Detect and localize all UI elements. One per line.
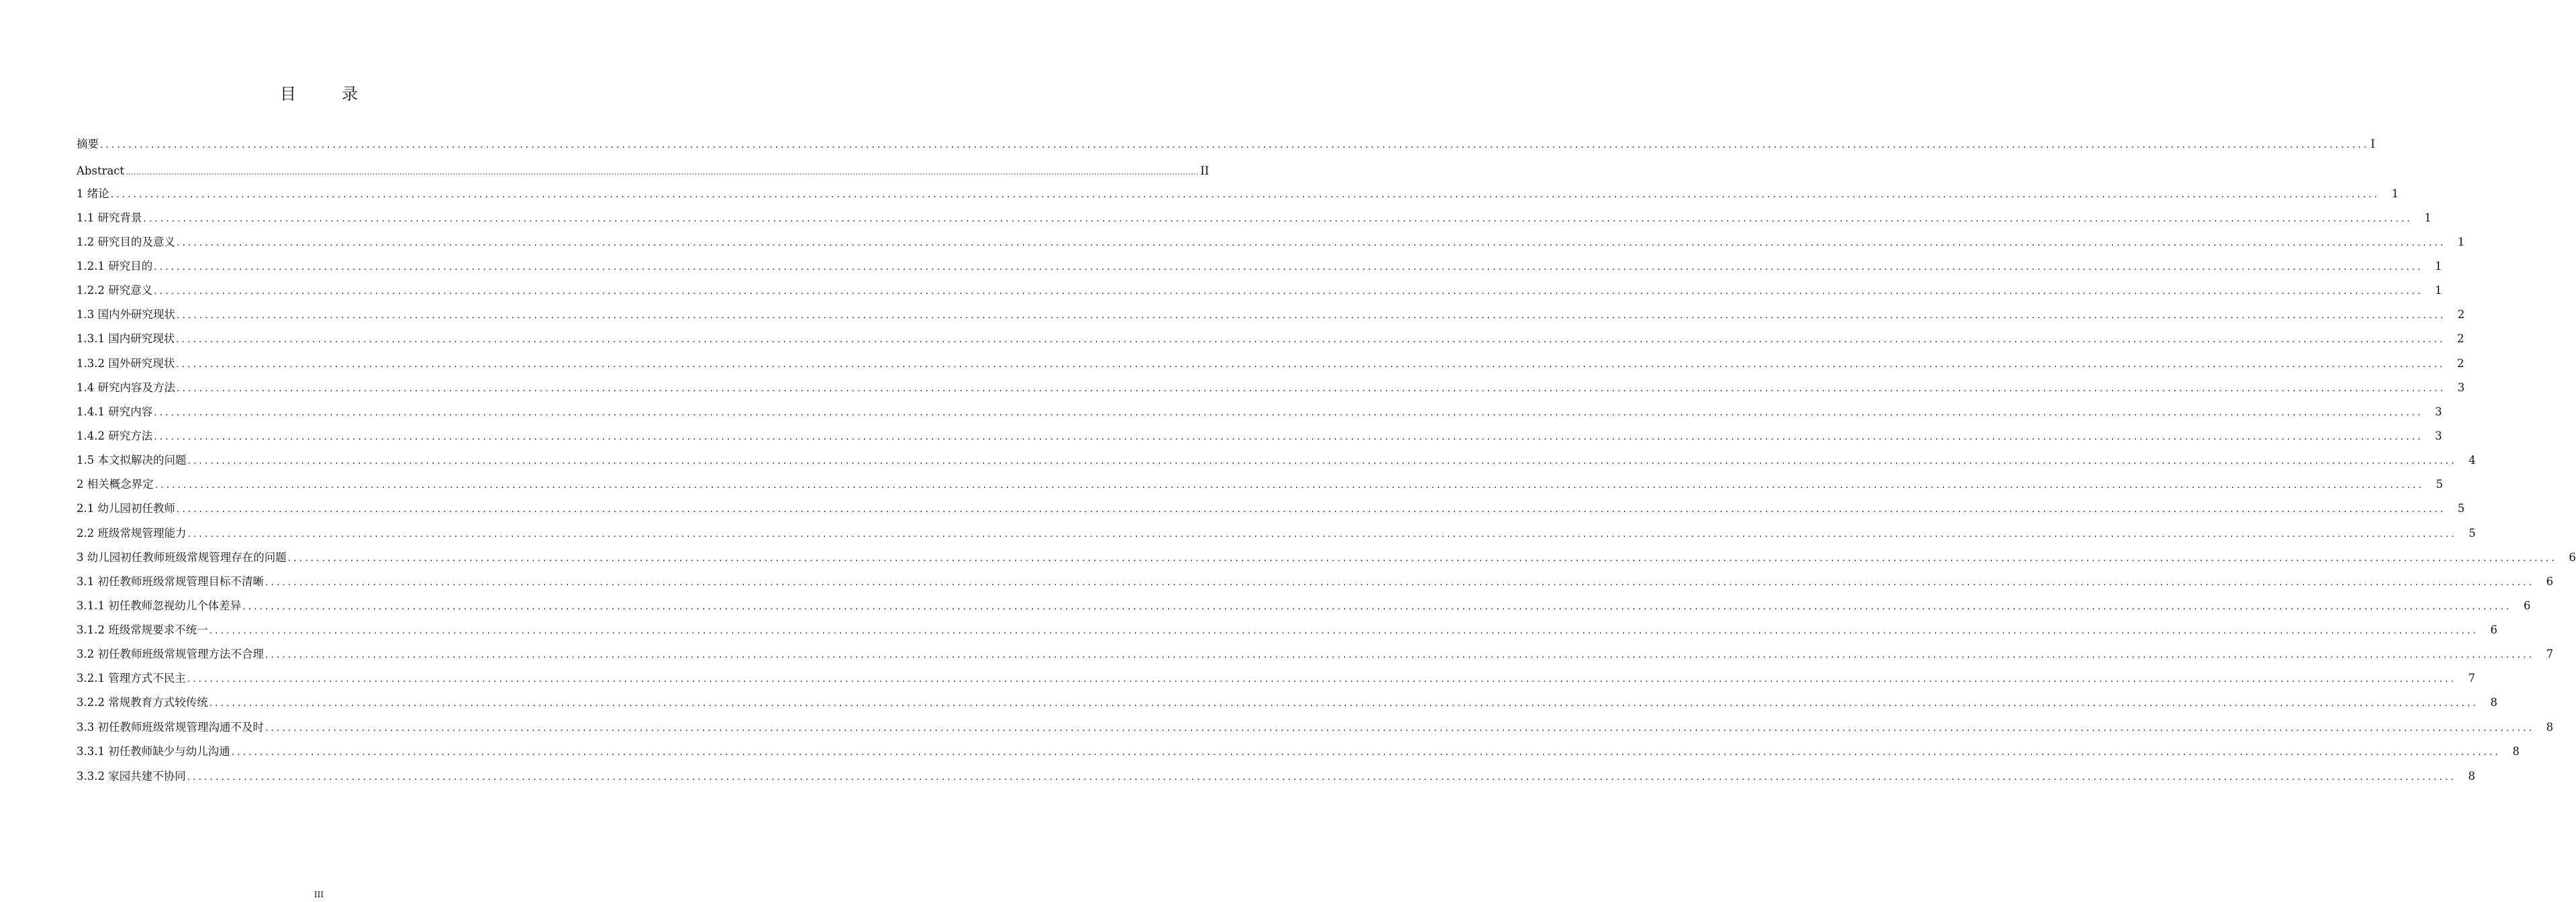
toc-entry-page: 1 [2424, 211, 2432, 224]
toc-leader-dots: ................................................................................................................................................................................................................................................................................................................................................................................................................ [187, 456, 2457, 466]
page-title: 目 录 [280, 85, 373, 103]
toc-entry-label: 3.1.1 初任教师忽视幼儿个体差异 [77, 599, 242, 612]
toc-entry-page: 6 [2523, 599, 2531, 612]
toc-entry-page: 1 [2434, 284, 2442, 297]
toc-leader-dots: ................................................................................................................................................................................................................................................................................................................................................................................................................ [177, 504, 2446, 515]
toc-leader-dots: ................................................................................................................................................................................................................................................................................................................................................................................................................ [100, 140, 2370, 150]
toc-entry-page: 7 [2546, 648, 2554, 660]
toc-leader-dots: ................................................................................................................................................................................................................................................................................................................................................................................................................ [265, 577, 2535, 588]
toc-entry-page: 8 [2512, 745, 2520, 758]
toc-leader-dots: ................................................................................................................................................................................................................................................................................................................................................................................................................ [154, 480, 2424, 491]
toc-entry-page: 5 [2436, 478, 2443, 491]
toc-leader-dots: ................................................................................................................................................................................................................................................................................................................................................................................................................ [177, 310, 2446, 321]
toc-entry[interactable] [77, 211, 2432, 225]
toc-entry-label: 1.2 研究目的及意义 [77, 236, 175, 248]
toc-leader-dots: ................................................................................................................................................................................................................................................................................................................................................................................................................ [242, 601, 2512, 612]
toc-leader-dots: ................................................................................................................................................................................................................................................................................................................................................................................................................ [176, 334, 2446, 345]
toc-entry[interactable] [77, 696, 2497, 710]
toc-entry-label: 3 幼儿园初任教师班级常规管理存在的问题 [77, 551, 287, 564]
toc-entry-page: 2 [2456, 357, 2465, 370]
toc-leader-dots: ................................................................................................................................................................................................................................................................................................................................................................................................................ [209, 625, 2479, 636]
toc-entry-label: 1.1 研究背景 [77, 211, 142, 224]
toc-entry[interactable] [77, 770, 2475, 784]
toc-entry-label: 1 绪论 [77, 187, 109, 200]
toc-entry[interactable] [77, 745, 2520, 759]
toc-entry-page: 3 [2457, 381, 2465, 394]
toc-entry-label: 2.1 幼儿园初任教师 [77, 502, 175, 515]
toc-entry[interactable] [77, 284, 2442, 298]
toc-leader-dots: ................................................................................................................................................................................................................................................................................................................................................................................................................ [110, 189, 2380, 200]
toc-entry-page: 8 [2468, 770, 2475, 783]
toc-entry-label: 2 相关概念界定 [77, 478, 154, 491]
toc-entry[interactable] [77, 672, 2475, 686]
toc-entry[interactable] [77, 357, 2465, 371]
page-number: III [314, 890, 324, 899]
toc-leader-dots: ................................................................................................................................................................................................................................................................................................................................................................................................................ [154, 407, 2424, 418]
toc-entry-label: 1.4 研究内容及方法 [77, 381, 175, 394]
toc-entry[interactable] [77, 164, 1209, 179]
toc-entry[interactable] [77, 236, 2465, 250]
toc-entry-page: 2 [2456, 332, 2465, 345]
toc-entry-page: 3 [2434, 430, 2442, 442]
toc-entry-page: 1 [2434, 260, 2442, 272]
toc-entry[interactable] [77, 551, 2576, 565]
toc-entry-page: 6 [2546, 575, 2554, 588]
toc-leader-dots: ................................................................................................................................................................................................................................................................................................................................................................................................................ [209, 698, 2479, 709]
toc-entry-label: 3.1.2 班级常规要求不统一 [77, 623, 208, 636]
toc-entry-label: 3.2.1 管理方式不民主 [77, 672, 186, 685]
toc-entry-label: 1.4.1 研究内容 [77, 405, 153, 418]
toc-entry-page: 6 [2490, 623, 2497, 636]
toc-entry-page: I [2371, 138, 2375, 150]
toc-leader-dots: ................................................................................................................................................................................................................................................................................................................................................................................................................ [143, 213, 2413, 224]
toc-entry-page: 5 [2457, 502, 2465, 515]
toc-entry-label: 1.3 国内外研究现状 [77, 308, 175, 321]
toc-entry[interactable] [77, 599, 2531, 613]
toc-leader-dots: ................................................................................................................................................................................................................................................................................................................................................................................................................ [265, 723, 2535, 734]
toc-entry[interactable] [77, 575, 2554, 589]
toc-leader-dots: ................................................................................................................................................................................................................................................................................................................................................................................................................ [177, 383, 2446, 394]
toc-entry-page: 7 [2468, 672, 2475, 685]
toc-entry-page: 4 [2469, 454, 2476, 466]
toc-leader-dots: ................................................................................................................................................................................................................................................................................................................................................................................................................ [187, 529, 2457, 540]
toc-entry-page: 8 [2546, 721, 2554, 734]
toc-entry-label: 3.2.2 常规教育方式较传统 [77, 696, 208, 709]
toc-entry-page: II [1200, 164, 1209, 177]
toc-entry-label: 1.3.1 国内研究现状 [77, 332, 175, 345]
toc-leader-dots: ................................................................................................................................................................................................................................................................................................................................................................................................................ [265, 650, 2535, 660]
toc-entry[interactable] [77, 138, 2375, 152]
toc-entry[interactable] [77, 454, 2476, 468]
toc-leader-dots: ................................................................................................................................................................................................................................................................................................................................................................................................................ [126, 168, 1199, 177]
toc-entry-label: 2.2 班级常规管理能力 [77, 527, 187, 540]
toc-entry-label: 3.2 初任教师班级常规管理方法不合理 [77, 648, 264, 660]
toc-entry-page: 2 [2457, 308, 2465, 321]
toc-entry-page: 1 [2391, 187, 2399, 200]
toc-entry[interactable] [77, 721, 2554, 735]
toc-entry[interactable] [77, 381, 2465, 395]
toc-entry-page: 5 [2469, 527, 2476, 540]
toc-entry-label: 1.5 本文拟解决的问题 [77, 454, 187, 466]
toc-leader-dots: ................................................................................................................................................................................................................................................................................................................................................................................................................ [177, 238, 2446, 248]
toc-entry-label: Abstract [77, 164, 125, 177]
toc-entry-label: 3.3.1 初任教师缺少与幼儿沟通 [77, 745, 230, 758]
toc-entry[interactable] [77, 308, 2465, 322]
toc-leader-dots: ................................................................................................................................................................................................................................................................................................................................................................................................................ [154, 262, 2424, 272]
toc-leader-dots: ................................................................................................................................................................................................................................................................................................................................................................................................................ [231, 747, 2501, 758]
toc-entry-label: 1.4.2 研究方法 [77, 430, 153, 442]
toc-leader-dots: ................................................................................................................................................................................................................................................................................................................................................................................................................ [287, 553, 2557, 564]
toc-entry-page: 8 [2490, 696, 2497, 709]
toc-entry-label: 3.3.2 家园共建不协同 [77, 770, 186, 783]
toc-entry-label: 3.1 初任教师班级常规管理目标不清晰 [77, 575, 264, 588]
toc-entry[interactable] [77, 623, 2497, 638]
toc-entry[interactable] [77, 405, 2442, 419]
toc-leader-dots: ................................................................................................................................................................................................................................................................................................................................................................................................................ [154, 286, 2424, 297]
toc-entry[interactable] [77, 187, 2399, 201]
toc-entry[interactable] [77, 527, 2476, 541]
toc-entry-page: 3 [2434, 405, 2442, 418]
toc-entry-page: 1 [2457, 236, 2465, 248]
toc-entry-page: 6 [2569, 551, 2576, 564]
toc-entry[interactable] [77, 648, 2554, 662]
toc-entry[interactable] [77, 430, 2442, 444]
toc-entry-label: 3.3 初任教师班级常规管理沟通不及时 [77, 721, 264, 734]
toc-leader-dots: ................................................................................................................................................................................................................................................................................................................................................................................................................ [187, 674, 2456, 685]
toc-entry[interactable] [77, 478, 2443, 492]
toc-entry[interactable] [77, 260, 2442, 274]
toc-entry-label: 摘要 [77, 138, 99, 150]
toc-entry-label: 1.3.2 国外研究现状 [77, 357, 175, 370]
toc-entry-label: 1.2.1 研究目的 [77, 260, 153, 272]
toc-entry-label: 1.2.2 研究意义 [77, 284, 153, 297]
toc-entry[interactable] [77, 332, 2465, 346]
toc-leader-dots: ................................................................................................................................................................................................................................................................................................................................................................................................................ [176, 359, 2446, 370]
toc-leader-dots: ................................................................................................................................................................................................................................................................................................................................................................................................................ [187, 772, 2456, 783]
toc-leader-dots: ................................................................................................................................................................................................................................................................................................................................................................................................................ [154, 432, 2424, 442]
toc-entry[interactable] [77, 502, 2465, 516]
